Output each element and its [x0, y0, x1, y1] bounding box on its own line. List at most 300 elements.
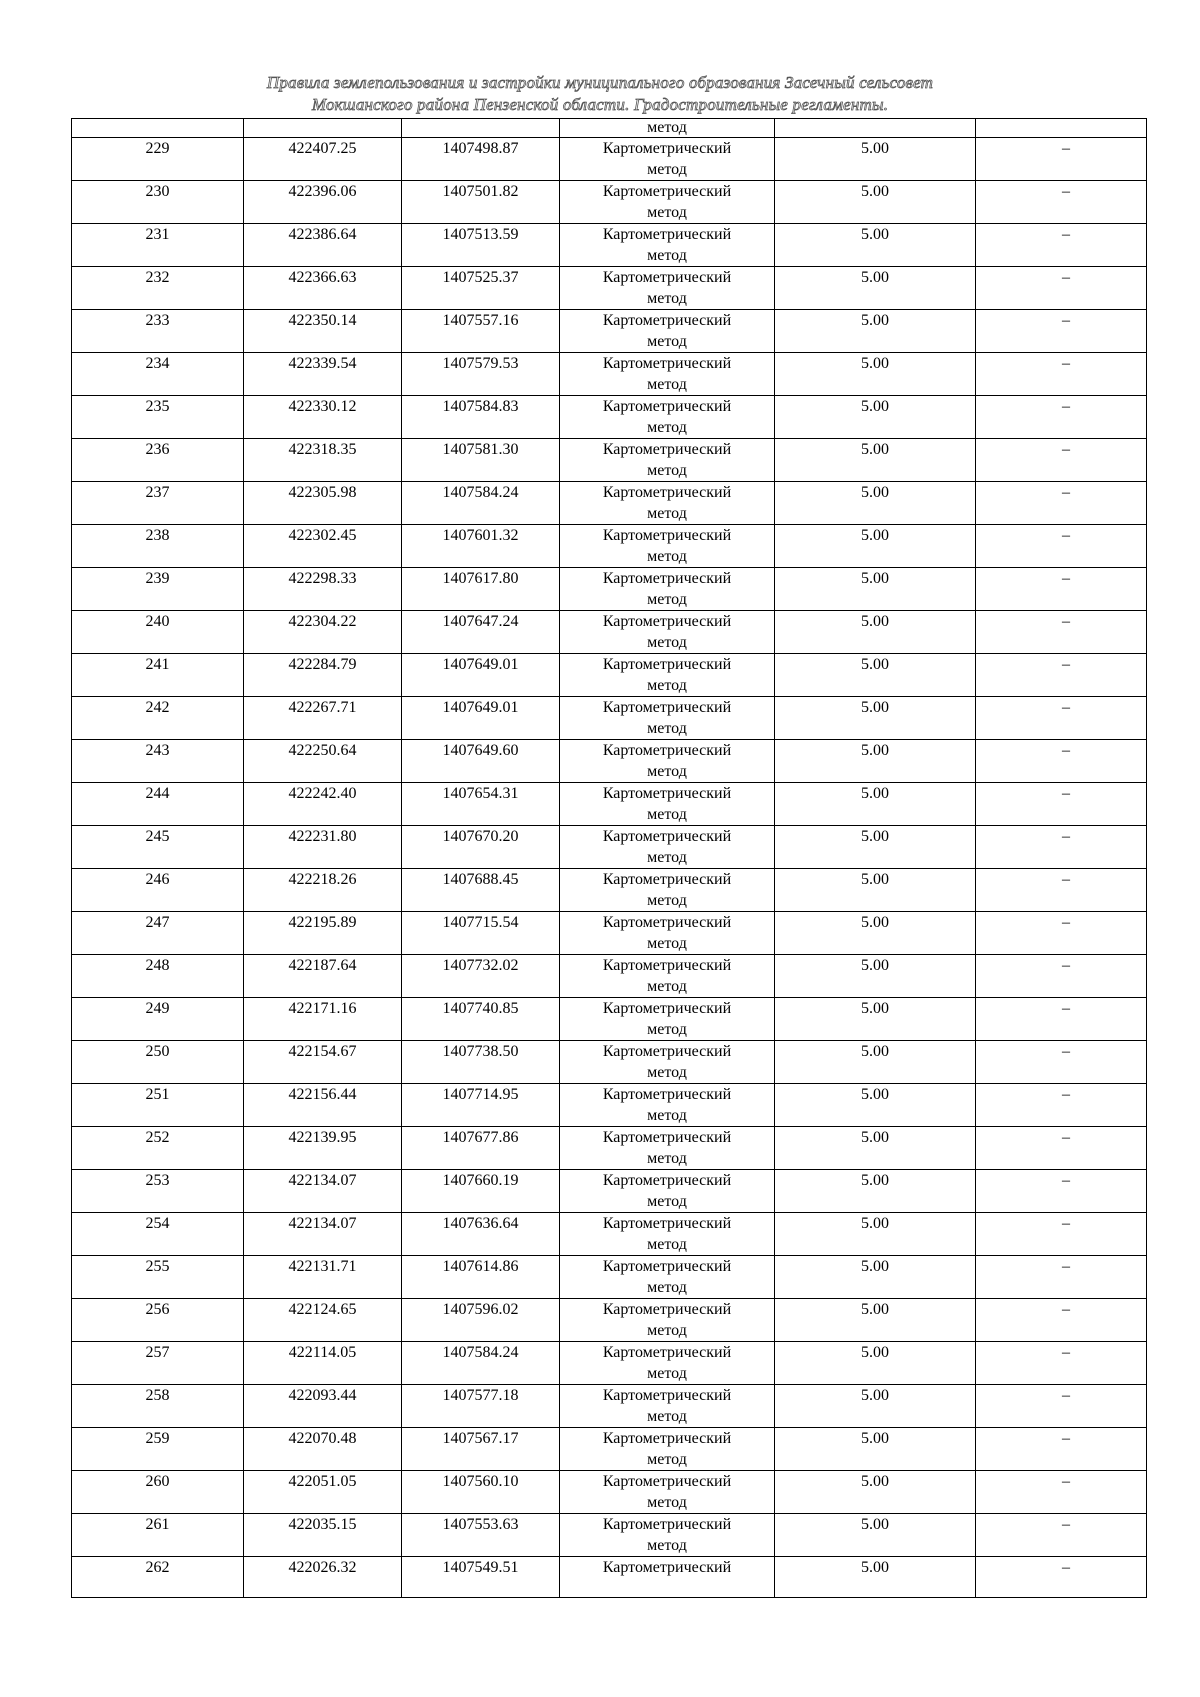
- method-line-2: метод: [647, 548, 687, 565]
- method-line-2: метод: [647, 720, 687, 737]
- note-cell: –: [976, 525, 1147, 568]
- y-coordinate-cell: 1407714.95: [402, 1084, 560, 1127]
- precision-cell: 5.00: [775, 1084, 976, 1127]
- method-line-1: Картометрический: [602, 1129, 732, 1146]
- table-row: [72, 611, 1147, 654]
- point-number-cell: 236: [72, 439, 244, 482]
- method-cell: [560, 1471, 775, 1514]
- method-line-1: Картометрический: [602, 871, 732, 888]
- method-cell: [560, 740, 775, 783]
- header-line-2: Мокшанского района Пензенской области. Градостроительные регламенты.: [311, 95, 889, 114]
- method-line-2: метод: [647, 892, 687, 909]
- x-coordinate-cell: 422195.89: [244, 912, 402, 955]
- note-cell: –: [976, 353, 1147, 396]
- method-line-2: метод: [647, 1365, 687, 1382]
- precision-cell: 5.00: [775, 1514, 976, 1557]
- precision-cell: 5.00: [775, 955, 976, 998]
- point-number-cell: 242: [72, 697, 244, 740]
- page-header: [0, 72, 1200, 116]
- table-row: [72, 654, 1147, 697]
- precision-cell: 5.00: [775, 1471, 976, 1514]
- table-row: [72, 1127, 1147, 1170]
- point-number-cell: 261: [72, 1514, 244, 1557]
- precision-cell: 5.00: [775, 482, 976, 525]
- method-line-2: метод: [647, 290, 687, 307]
- table-row: [72, 396, 1147, 439]
- point-number-cell: 259: [72, 1428, 244, 1471]
- y-coordinate-cell: 1407732.02: [402, 955, 560, 998]
- method-line-2: метод: [647, 505, 687, 522]
- x-coordinate-cell: 422026.32: [244, 1557, 402, 1598]
- method-line-2: метод: [647, 419, 687, 436]
- method-line-2: метод: [647, 1021, 687, 1038]
- y-coordinate-cell: 1407649.01: [402, 697, 560, 740]
- method-line-1: Картометрический: [602, 1043, 732, 1060]
- precision-cell: 5.00: [775, 525, 976, 568]
- y-coordinate-cell: 1407584.24: [402, 1342, 560, 1385]
- precision-cell: 5.00: [775, 998, 976, 1041]
- precision-cell: 5.00: [775, 1428, 976, 1471]
- method-line-2: метод: [647, 1279, 687, 1296]
- precision-cell: 5.00: [775, 396, 976, 439]
- table-row: [72, 1256, 1147, 1299]
- x-coordinate-cell: 422284.79: [244, 654, 402, 697]
- x-coordinate-cell: 422187.64: [244, 955, 402, 998]
- method-cell: [560, 998, 775, 1041]
- method-line-1: Картометрический: [602, 570, 732, 587]
- note-cell: –: [976, 1256, 1147, 1299]
- x-coordinate-cell: 422305.98: [244, 482, 402, 525]
- note-cell: –: [976, 1299, 1147, 1342]
- table-row: [72, 525, 1147, 568]
- note-cell: –: [976, 1471, 1147, 1514]
- method-line-1: Картометрический: [602, 355, 732, 372]
- method-line-2: метод: [647, 333, 687, 350]
- method-line-2: метод: [647, 161, 687, 178]
- table-row: [72, 1299, 1147, 1342]
- point-number-cell: 258: [72, 1385, 244, 1428]
- point-number-cell: 248: [72, 955, 244, 998]
- method-line-2: метод: [647, 462, 687, 479]
- x-coordinate-cell: 422386.64: [244, 224, 402, 267]
- method-cell: [560, 1299, 775, 1342]
- x-coordinate-cell: 422339.54: [244, 353, 402, 396]
- y-coordinate-cell: 1407577.18: [402, 1385, 560, 1428]
- y-coordinate-cell: 1407501.82: [402, 181, 560, 224]
- point-number-cell: 233: [72, 310, 244, 353]
- method-line-2: метод: [647, 1193, 687, 1210]
- note-cell: –: [976, 654, 1147, 697]
- table-row: [72, 1514, 1147, 1557]
- table-row: [72, 1170, 1147, 1213]
- table-row: [72, 1428, 1147, 1471]
- note-cell: –: [976, 1385, 1147, 1428]
- method-line-2: метод: [647, 1451, 687, 1468]
- note-cell: –: [976, 998, 1147, 1041]
- method-line-1: Картометрический: [602, 226, 732, 243]
- method-line-2: метод: [647, 1064, 687, 1081]
- method-line-1: Картометрический: [602, 914, 732, 931]
- table-row: [72, 998, 1147, 1041]
- method-cell: [560, 697, 775, 740]
- method-line-2: метод: [647, 634, 687, 651]
- x-coordinate-cell: 422302.45: [244, 525, 402, 568]
- method-line-2: метод: [647, 1408, 687, 1425]
- x-coordinate-cell: 422051.05: [244, 1471, 402, 1514]
- table-row: [72, 1213, 1147, 1256]
- x-coordinate-cell: 422134.07: [244, 1170, 402, 1213]
- method-line-1: Картометрический: [602, 183, 732, 200]
- table-row: [72, 1342, 1147, 1385]
- point-number-cell: 234: [72, 353, 244, 396]
- note-cell: –: [976, 138, 1147, 181]
- x-coordinate-cell: 422396.06: [244, 181, 402, 224]
- point-number-cell: 232: [72, 267, 244, 310]
- method-cell: [560, 654, 775, 697]
- method-cell: [560, 353, 775, 396]
- table-row: [72, 439, 1147, 482]
- point-number-cell: 235: [72, 396, 244, 439]
- y-coordinate-cell: 1407581.30: [402, 439, 560, 482]
- point-number-cell: 247: [72, 912, 244, 955]
- method-line-2: метод: [647, 1537, 687, 1554]
- method-cell: [560, 439, 775, 482]
- y-coordinate-cell: 1407636.64: [402, 1213, 560, 1256]
- point-number-cell: 243: [72, 740, 244, 783]
- note-cell: –: [976, 396, 1147, 439]
- table-row: [72, 783, 1147, 826]
- precision-cell: 5.00: [775, 224, 976, 267]
- method-line-2: метод: [647, 677, 687, 694]
- coordinates-table: [71, 118, 1147, 1598]
- method-cell: [560, 1170, 775, 1213]
- precision-cell: 5.00: [775, 1299, 976, 1342]
- y-coordinate-cell: 1407596.02: [402, 1299, 560, 1342]
- precision-cell: 5.00: [775, 1557, 976, 1598]
- method-cell: [560, 1385, 775, 1428]
- precision-cell: 5.00: [775, 267, 976, 310]
- point-number-cell: 245: [72, 826, 244, 869]
- note-cell: –: [976, 1213, 1147, 1256]
- table-row: [72, 1385, 1147, 1428]
- note-cell: –: [976, 697, 1147, 740]
- precision-cell: 5.00: [775, 1041, 976, 1084]
- x-coordinate-cell: 422131.71: [244, 1256, 402, 1299]
- method-line-1: Картометрический: [602, 1172, 732, 1189]
- precision-cell: 5.00: [775, 611, 976, 654]
- method-cell: [560, 568, 775, 611]
- point-number-cell: 251: [72, 1084, 244, 1127]
- precision-cell: 5.00: [775, 1256, 976, 1299]
- x-coordinate-cell: 422156.44: [244, 1084, 402, 1127]
- precision-cell: 5.00: [775, 1170, 976, 1213]
- note-cell: –: [976, 482, 1147, 525]
- x-coordinate-cell: 422070.48: [244, 1428, 402, 1471]
- method-cell: [560, 1084, 775, 1127]
- x-coordinate-cell: 422114.05: [244, 1342, 402, 1385]
- note-cell: –: [976, 783, 1147, 826]
- x-coordinate-cell: 422318.35: [244, 439, 402, 482]
- point-number-cell: 262: [72, 1557, 244, 1598]
- precision-cell: 5.00: [775, 1385, 976, 1428]
- method-cell: [560, 482, 775, 525]
- note-cell: –: [976, 224, 1147, 267]
- precision-cell: 5.00: [775, 138, 976, 181]
- y-coordinate-cell: 1407557.16: [402, 310, 560, 353]
- method-cell: [560, 1514, 775, 1557]
- y-coordinate-cell: 1407677.86: [402, 1127, 560, 1170]
- y-coordinate-cell: 1407549.51: [402, 1557, 560, 1598]
- x-coordinate-cell: 422231.80: [244, 826, 402, 869]
- table-row: [72, 1084, 1147, 1127]
- point-number-cell: 249: [72, 998, 244, 1041]
- y-coordinate-cell: 1407647.24: [402, 611, 560, 654]
- table-row: [72, 482, 1147, 525]
- method-line-1: Картометрический: [602, 828, 732, 845]
- note-cell: –: [976, 1342, 1147, 1385]
- y-coordinate-cell: 1407560.10: [402, 1471, 560, 1514]
- precision-cell: 5.00: [775, 1342, 976, 1385]
- point-number-cell: 239: [72, 568, 244, 611]
- precision-cell: 5.00: [775, 869, 976, 912]
- point-number-cell: 252: [72, 1127, 244, 1170]
- point-number-cell: 253: [72, 1170, 244, 1213]
- method-line-1: Картометрический: [602, 1215, 732, 1232]
- x-coordinate-cell: 422304.22: [244, 611, 402, 654]
- y-coordinate-cell: 1407649.01: [402, 654, 560, 697]
- point-number-cell: 241: [72, 654, 244, 697]
- table-row: [72, 912, 1147, 955]
- precision-cell: 5.00: [775, 1213, 976, 1256]
- note-cell: –: [976, 740, 1147, 783]
- note-cell: –: [976, 1557, 1147, 1598]
- table-row: [72, 138, 1147, 181]
- table-row: [72, 353, 1147, 396]
- y-coordinate-cell: 1407567.17: [402, 1428, 560, 1471]
- note-cell: –: [976, 955, 1147, 998]
- method-line-1: Картометрический: [602, 1258, 732, 1275]
- note-cell: –: [976, 568, 1147, 611]
- method-line-1: Картометрический: [602, 1301, 732, 1318]
- method-cell: [560, 138, 775, 181]
- table-row: [72, 740, 1147, 783]
- table-row: [72, 224, 1147, 267]
- note-cell: –: [976, 1428, 1147, 1471]
- y-coordinate-cell: 1407601.32: [402, 525, 560, 568]
- x-coordinate-cell: 422154.67: [244, 1041, 402, 1084]
- method-line-1: Картометрический: [602, 140, 732, 157]
- method-line-2: метод: [647, 1322, 687, 1339]
- note-cell: –: [976, 181, 1147, 224]
- point-number-cell: 260: [72, 1471, 244, 1514]
- precision-cell: 5.00: [775, 912, 976, 955]
- precision-cell: 5.00: [775, 783, 976, 826]
- y-coordinate-cell: 1407614.86: [402, 1256, 560, 1299]
- x-coordinate-cell: 422139.95: [244, 1127, 402, 1170]
- header-line-1: Правила землепользования и застройки муниципального образования Засечный сельсовет: [266, 73, 934, 92]
- method-cell: [560, 1041, 775, 1084]
- method-line-1: Картометрический: [602, 1430, 732, 1447]
- point-number-cell: 257: [72, 1342, 244, 1385]
- method-cell: [560, 267, 775, 310]
- method-line-2: метод: [647, 1494, 687, 1511]
- method-cell: [560, 826, 775, 869]
- y-coordinate-cell: 1407660.19: [402, 1170, 560, 1213]
- precision-cell: 5.00: [775, 568, 976, 611]
- note-cell: –: [976, 310, 1147, 353]
- coordinates-table-body: [72, 119, 1147, 1598]
- method-line-2: метод: [647, 978, 687, 995]
- point-number-cell: 256: [72, 1299, 244, 1342]
- note-cell: –: [976, 267, 1147, 310]
- method-line-2: метод: [647, 204, 687, 221]
- table-row: [72, 869, 1147, 912]
- method-cell: [560, 611, 775, 654]
- note-cell: –: [976, 611, 1147, 654]
- y-coordinate-cell: 1407584.24: [402, 482, 560, 525]
- method-cell: [560, 181, 775, 224]
- method-cell: [560, 955, 775, 998]
- table-row: [72, 1471, 1147, 1514]
- method-line-1: Картометрический: [602, 1000, 732, 1017]
- note-cell: –: [976, 1084, 1147, 1127]
- note-cell: –: [976, 826, 1147, 869]
- method-cell-continuation: метод: [560, 119, 775, 138]
- y-coordinate-cell: 1407738.50: [402, 1041, 560, 1084]
- method-cell: [560, 1428, 775, 1471]
- method-cell: [560, 1342, 775, 1385]
- method-line-1: Картометрический: [602, 398, 732, 415]
- y-coordinate-cell: 1407513.59: [402, 224, 560, 267]
- precision-cell: 5.00: [775, 439, 976, 482]
- precision-cell: 5.00: [775, 697, 976, 740]
- method-line-1: Картометрический: [602, 1559, 732, 1576]
- method-line-2: метод: [647, 247, 687, 264]
- table-row: [72, 697, 1147, 740]
- x-coordinate-cell: 422366.63: [244, 267, 402, 310]
- x-coordinate-cell: 422242.40: [244, 783, 402, 826]
- method-line-1: Картометрический: [602, 269, 732, 286]
- table-row: [72, 568, 1147, 611]
- table-row: [72, 310, 1147, 353]
- y-coordinate-cell: 1407670.20: [402, 826, 560, 869]
- method-line-2: метод: [647, 1107, 687, 1124]
- method-line-1: Картометрический: [602, 1344, 732, 1361]
- method-cell: [560, 1256, 775, 1299]
- table-row: [72, 1557, 1147, 1598]
- x-coordinate-cell: 422250.64: [244, 740, 402, 783]
- precision-cell: 5.00: [775, 181, 976, 224]
- precision-cell: 5.00: [775, 826, 976, 869]
- method-cell: [560, 869, 775, 912]
- note-cell: –: [976, 1514, 1147, 1557]
- x-coordinate-cell: 422267.71: [244, 697, 402, 740]
- y-coordinate-cell: 1407715.54: [402, 912, 560, 955]
- x-coordinate-cell: 422124.65: [244, 1299, 402, 1342]
- note-cell: –: [976, 439, 1147, 482]
- method-line-1: Картометрический: [602, 1387, 732, 1404]
- table-row: [72, 955, 1147, 998]
- continuation-row: [72, 119, 1147, 138]
- y-coordinate-cell: 1407654.31: [402, 783, 560, 826]
- method-line-1: Картометрический: [602, 1516, 732, 1533]
- method-cell: [560, 224, 775, 267]
- x-coordinate-cell: 422218.26: [244, 869, 402, 912]
- y-coordinate-cell: 1407553.63: [402, 1514, 560, 1557]
- table-row: [72, 826, 1147, 869]
- method-line-2: метод: [647, 806, 687, 823]
- method-cell: [560, 396, 775, 439]
- method-line-1: Картометрический: [602, 1086, 732, 1103]
- precision-cell: 5.00: [775, 310, 976, 353]
- y-coordinate-cell: 1407579.53: [402, 353, 560, 396]
- note-cell: –: [976, 1127, 1147, 1170]
- y-coordinate-cell: 1407584.83: [402, 396, 560, 439]
- note-cell: –: [976, 1041, 1147, 1084]
- point-number-cell: 238: [72, 525, 244, 568]
- precision-cell: 5.00: [775, 353, 976, 396]
- precision-cell: 5.00: [775, 740, 976, 783]
- y-coordinate-cell: 1407688.45: [402, 869, 560, 912]
- method-line-2: метод: [647, 591, 687, 608]
- method-line-1: Картометрический: [602, 312, 732, 329]
- x-coordinate-cell: 422350.14: [244, 310, 402, 353]
- table-row: [72, 267, 1147, 310]
- point-number-cell: 229: [72, 138, 244, 181]
- point-number-cell: 237: [72, 482, 244, 525]
- method-line-1: Картометрический: [602, 742, 732, 759]
- point-number-cell: 255: [72, 1256, 244, 1299]
- point-number-cell: 250: [72, 1041, 244, 1084]
- y-coordinate-cell: 1407617.80: [402, 568, 560, 611]
- y-coordinate-cell: 1407649.60: [402, 740, 560, 783]
- precision-cell: 5.00: [775, 1127, 976, 1170]
- method-cell: [560, 310, 775, 353]
- point-number-cell: 244: [72, 783, 244, 826]
- point-number-cell: 230: [72, 181, 244, 224]
- method-cell: [560, 525, 775, 568]
- method-line-1: Картометрический: [602, 699, 732, 716]
- method-cell: [560, 912, 775, 955]
- method-line-2: метод: [647, 935, 687, 952]
- method-line-2: метод: [647, 1150, 687, 1167]
- method-line-2: метод: [647, 849, 687, 866]
- x-coordinate-cell: 422035.15: [244, 1514, 402, 1557]
- table-row: [72, 1041, 1147, 1084]
- y-coordinate-cell: 1407525.37: [402, 267, 560, 310]
- point-number-cell: 246: [72, 869, 244, 912]
- method-line-1: Картометрический: [602, 527, 732, 544]
- x-coordinate-cell: 422093.44: [244, 1385, 402, 1428]
- note-cell: –: [976, 912, 1147, 955]
- x-coordinate-cell: 422171.16: [244, 998, 402, 1041]
- method-line-2: метод: [647, 763, 687, 780]
- point-number-cell: 231: [72, 224, 244, 267]
- method-cell: [560, 1213, 775, 1256]
- x-coordinate-cell: 422330.12: [244, 396, 402, 439]
- method-cell: [560, 1557, 775, 1598]
- method-line-2: метод: [647, 1236, 687, 1253]
- method-cell: [560, 1127, 775, 1170]
- method-line-2: метод: [647, 376, 687, 393]
- method-line-1: Картометрический: [602, 1473, 732, 1490]
- x-coordinate-cell: 422134.07: [244, 1213, 402, 1256]
- point-number-cell: 240: [72, 611, 244, 654]
- y-coordinate-cell: 1407740.85: [402, 998, 560, 1041]
- method-line-1: Картометрический: [602, 957, 732, 974]
- note-cell: –: [976, 1170, 1147, 1213]
- method-line-1: Картометрический: [602, 785, 732, 802]
